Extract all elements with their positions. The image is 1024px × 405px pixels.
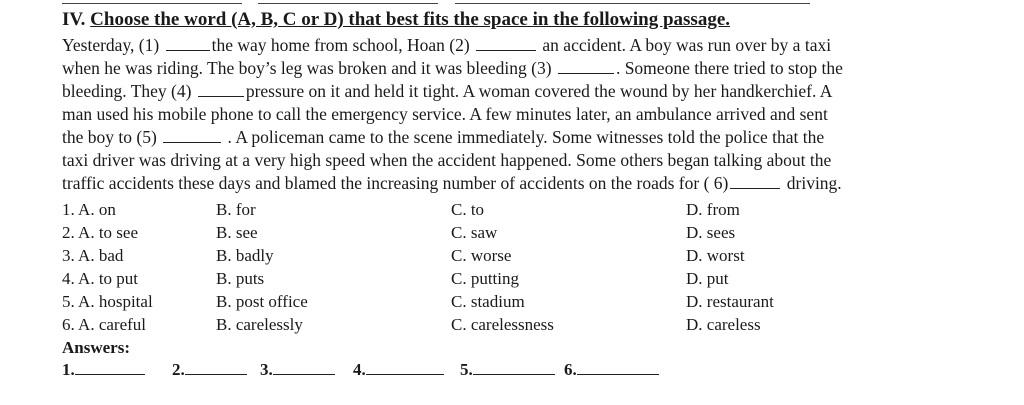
answer-blank-4[interactable]: [366, 360, 444, 375]
option-d[interactable]: D. careless: [686, 315, 761, 334]
option-a[interactable]: 6. A. careful: [62, 315, 147, 334]
option-a[interactable]: 2. A. to see: [62, 223, 139, 242]
passage-text: the way home from school, Hoan (2): [211, 35, 475, 55]
option-c[interactable]: C. putting: [451, 269, 520, 288]
answer-number: 4.: [353, 360, 366, 379]
option-d[interactable]: D. put: [686, 269, 729, 288]
cutoff-line: [62, 3, 242, 4]
blank-4[interactable]: [198, 81, 244, 97]
blank-1[interactable]: [166, 35, 210, 51]
blank-2[interactable]: [476, 35, 536, 51]
option-row: [62, 313, 962, 336]
answer-item: [260, 360, 335, 380]
answer-number: 6.: [564, 360, 577, 379]
option-b[interactable]: B. badly: [216, 246, 274, 265]
option-c[interactable]: C. saw: [451, 223, 498, 242]
option-row: [62, 221, 962, 244]
answer-blank-3[interactable]: [273, 360, 335, 375]
option-c[interactable]: C. carelessness: [451, 315, 554, 334]
title-number: IV.: [62, 9, 91, 30]
answer-number: 1.: [62, 360, 75, 379]
option-d[interactable]: D. sees: [686, 223, 736, 242]
passage-text: traffic accidents these days and blamed the increasing number of accidents on the roads for ( 6): [62, 173, 729, 193]
passage-text: Yesterday, (1): [62, 35, 164, 55]
option-b[interactable]: B. for: [216, 200, 256, 219]
option-a[interactable]: 3. A. bad: [62, 246, 124, 265]
options-table: [62, 198, 962, 336]
answer-item: [172, 360, 247, 380]
answer-number: 3.: [260, 360, 273, 379]
option-a[interactable]: 5. A. hospital: [62, 292, 153, 311]
option-row: [62, 198, 962, 221]
passage-text: the boy to (5): [62, 127, 162, 147]
option-d[interactable]: D. worst: [686, 246, 745, 265]
option-c[interactable]: C. stadium: [451, 292, 525, 311]
answers-heading: Answers:: [62, 338, 130, 357]
passage-text: man used his mobile phone to call the emergency service. A few minutes later, an ambulance arrived and sent: [62, 104, 828, 124]
option-b[interactable]: B. carelessly: [216, 315, 303, 334]
passage-line: [62, 126, 962, 149]
passage: [62, 34, 962, 195]
cutoff-line: [258, 3, 438, 4]
answer-number: 5.: [460, 360, 473, 379]
option-row: [62, 290, 962, 313]
answer-item: [62, 360, 145, 380]
answer-blank-1[interactable]: [75, 360, 145, 375]
option-c[interactable]: C. to: [451, 200, 485, 219]
answer-item: [353, 360, 444, 380]
option-row: [62, 267, 962, 290]
passage-line: [62, 103, 962, 126]
passage-line: [62, 80, 962, 103]
passage-line: [62, 149, 962, 172]
exercise-title: [62, 9, 730, 31]
option-c[interactable]: C. worse: [451, 246, 512, 265]
option-a[interactable]: 1. A. on: [62, 200, 116, 219]
passage-line: [62, 172, 962, 195]
answer-blank-5[interactable]: [473, 360, 555, 375]
option-row: [62, 244, 962, 267]
passage-text: pressure on it and held it tight. A woman covered the wound by her handkerchief. A: [245, 81, 833, 101]
passage-line: [62, 34, 962, 57]
passage-text: . Someone there tried to stop the: [615, 58, 843, 78]
option-b[interactable]: B. post office: [216, 292, 308, 311]
blank-6[interactable]: [730, 173, 780, 189]
title-instruction: Choose the word (A, B, C or D) that best fits the space in the following passage.: [90, 9, 731, 30]
answer-blank-6[interactable]: [577, 360, 659, 375]
option-b[interactable]: B. puts: [216, 269, 265, 288]
option-a[interactable]: 4. A. to put: [62, 269, 139, 288]
option-b[interactable]: B. see: [216, 223, 258, 242]
blank-3[interactable]: [558, 58, 614, 74]
answer-number: 2.: [172, 360, 185, 379]
answer-item: [564, 360, 659, 380]
passage-text: bleeding. They (4): [62, 81, 196, 101]
passage-text: an accident. A boy was run over by a taxi: [538, 35, 832, 55]
option-d[interactable]: D. from: [686, 200, 740, 219]
answer-item: [460, 360, 555, 380]
top-cutoff-lines: [0, 0, 1024, 8]
answer-blank-2[interactable]: [185, 360, 247, 375]
passage-text: when he was riding. The boy’s leg was broken and it was bleeding (3): [62, 58, 556, 78]
passage-text: driving.: [782, 173, 842, 193]
option-d[interactable]: D. restaurant: [686, 292, 774, 311]
cutoff-line: [455, 3, 810, 4]
blank-5[interactable]: [163, 127, 221, 143]
passage-line: [62, 57, 962, 80]
passage-text: taxi driver was driving at a very high speed when the accident happened. Some others began talking about the: [62, 150, 832, 170]
passage-text: . A policeman came to the scene immediately. Some witnesses told the police that the: [223, 127, 825, 147]
